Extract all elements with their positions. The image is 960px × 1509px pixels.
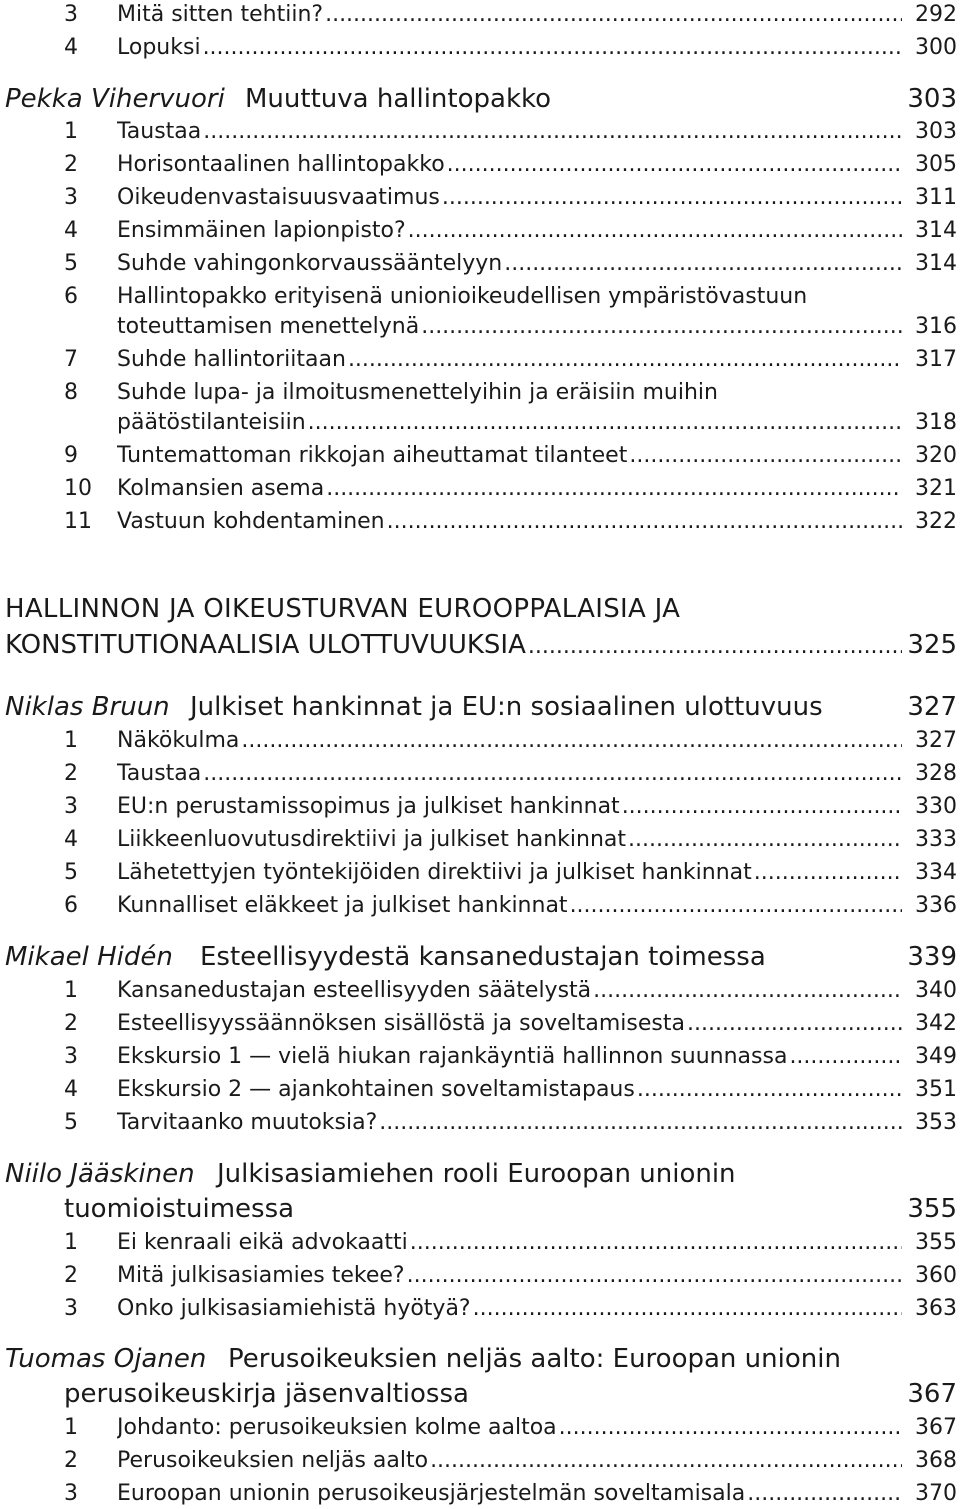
entry-page: 303 (907, 117, 957, 147)
entry-leader (117, 150, 902, 180)
article-author: Mikael Hidén (5, 942, 173, 972)
entry-number: 3 (64, 1296, 78, 1321)
entry-text: Kunnalliset eläkkeet ja julkiset hankinnat (117, 893, 568, 918)
section-heading-page: 325 (907, 630, 957, 660)
entry-number: 10 (64, 476, 92, 501)
article-page: 303 (907, 84, 957, 114)
entry-page: 370 (907, 1479, 957, 1509)
toc-entry[interactable] (0, 1479, 960, 1509)
entry-page: 316 (907, 312, 957, 342)
toc-entry[interactable] (0, 858, 960, 892)
entry-page: 355 (907, 1228, 957, 1258)
entry-text: Oikeudenvastaisuusvaatimus (117, 185, 440, 210)
entry-leader (117, 507, 902, 537)
entry-number: 2 (64, 152, 78, 177)
entry-number: 2 (64, 1011, 78, 1036)
toc-entry[interactable] (0, 378, 960, 444)
entry-number: 3 (64, 185, 78, 210)
article-title: Perusoikeuksien neljäs aalto: Euroopan unionin (228, 1344, 841, 1374)
toc-entry[interactable] (0, 759, 960, 793)
entry-leader (117, 216, 902, 246)
entry-text: Esteellisyyssäännöksen sisällöstä ja soveltamisesta (117, 1011, 685, 1036)
entry-page: 311 (907, 183, 957, 213)
entry-number: 6 (64, 284, 78, 309)
entry-page: 351 (907, 1075, 957, 1105)
toc-entry[interactable] (0, 216, 960, 250)
entry-page: 318 (907, 408, 957, 438)
entry-leader (117, 0, 902, 30)
article-title: Muuttuva hallintopakko (245, 84, 552, 114)
toc-entry[interactable] (0, 1108, 960, 1142)
entry-text: EU:n perustamissopimus ja julkiset hankinnat (117, 794, 620, 819)
toc-entry[interactable] (0, 1042, 960, 1076)
entry-leader (117, 345, 902, 375)
entry-page: 300 (907, 33, 957, 63)
entry-page: 317 (907, 345, 957, 375)
toc-entry[interactable] (0, 249, 960, 283)
entry-text: päätöstilanteisiin (117, 410, 306, 435)
entry-text: Taustaa (117, 119, 202, 144)
entry-text: Taustaa (117, 761, 202, 786)
entry-number: 2 (64, 1448, 78, 1473)
entry-leader (117, 1108, 902, 1138)
entry-number: 1 (64, 119, 78, 144)
entry-text: Kansanedustajan esteellisyyden säätelystä (117, 978, 592, 1003)
entry-page: 333 (907, 825, 957, 855)
toc-entry[interactable] (0, 1413, 960, 1447)
article-author: Niklas Bruun (5, 692, 170, 722)
entry-page: 305 (907, 150, 957, 180)
section-heading-leader (5, 628, 902, 664)
article-author: Pekka Vihervuori (5, 84, 225, 114)
toc-entry[interactable] (0, 726, 960, 760)
entry-leader (117, 825, 902, 855)
toc-entry[interactable] (0, 1009, 960, 1043)
entry-number: 3 (64, 794, 78, 819)
entry-text: Lopuksi (117, 35, 201, 60)
article-page: 355 (907, 1194, 957, 1224)
entry-text: Ei kenraali eikä advokaatti (117, 1230, 408, 1255)
entry-text-line1: Suhde lupa- ja ilmoitusmenettelyihin ja eräisiin muihin (117, 380, 718, 405)
entry-text: Onko julkisasiamiehistä hyötyä? (117, 1296, 471, 1321)
entry-text: Liikkeenluovutusdirektiivi ja julkiset hankinnat (117, 827, 627, 852)
entry-page: 321 (907, 474, 957, 504)
entry-number: 1 (64, 1230, 78, 1255)
entry-text: Euroopan unionin perusoikeusjärjestelmän soveltamisala (117, 1481, 746, 1506)
entry-page: 330 (907, 792, 957, 822)
entry-text: Ekskursio 2 — ajankohtainen soveltamistapaus (117, 1077, 635, 1102)
toc-entry[interactable] (0, 33, 960, 67)
entry-text: Johdanto: perusoikeuksien kolme aaltoa (117, 1415, 557, 1440)
entry-number: 1 (64, 978, 78, 1003)
entry-leader (117, 1075, 902, 1105)
entry-leader (117, 1413, 902, 1443)
article-page: 367 (907, 1379, 957, 1409)
article-title: Julkisasiamiehen rooli Euroopan unionin (217, 1159, 736, 1189)
entry-text: Näkökulma (117, 728, 240, 753)
article-author: Niilo Jääskinen (5, 1159, 195, 1189)
entry-number: 2 (64, 1263, 78, 1288)
toc-entry[interactable] (0, 183, 960, 217)
entry-leader (117, 312, 902, 342)
article-heading[interactable] (0, 82, 960, 118)
entry-leader (117, 33, 902, 63)
entry-leader (117, 1228, 902, 1258)
toc-entry[interactable] (0, 282, 960, 348)
entry-leader (117, 891, 902, 921)
section-heading-line2: KONSTITUTIONAALISIA ULOTTUVUUKSIA (5, 630, 526, 660)
section-heading-line1: HALLINNON JA OIKEUSTURVAN EUROOPPALAISIA JA (5, 594, 681, 624)
entry-text: Mitä sitten tehtiin? (117, 2, 324, 27)
entry-number: 7 (64, 347, 78, 372)
entry-text: Lähetettyjen työntekijöiden direktiivi ja julkiset hankinnat (117, 860, 752, 885)
entry-number: 5 (64, 251, 78, 276)
toc-entry[interactable] (0, 1228, 960, 1262)
entry-leader (117, 792, 902, 822)
entry-text: Ekskursio 1 — vielä hiukan rajankäyntiä hallinnon suunnassa (117, 1044, 788, 1069)
entry-leader (117, 474, 902, 504)
toc-entry[interactable] (0, 1261, 960, 1295)
entry-text: Tuntemattoman rikkojan aiheuttamat tilanteet (117, 443, 628, 468)
entry-leader (117, 408, 902, 438)
toc-entry[interactable] (0, 0, 960, 34)
entry-leader (117, 759, 902, 789)
article-author: Tuomas Ojanen (5, 1344, 207, 1374)
entry-number: 5 (64, 860, 78, 885)
toc-entry[interactable] (0, 117, 960, 151)
entry-leader (117, 1446, 902, 1476)
entry-text: Kolmansien asema (117, 476, 325, 501)
entry-page: 353 (907, 1108, 957, 1138)
toc-entry[interactable] (0, 891, 960, 925)
entry-leader (117, 183, 902, 213)
entry-text-line1: Hallintopakko erityisenä unionioikeudellisen ympäristövastuun (117, 284, 808, 309)
entry-page: 349 (907, 1042, 957, 1072)
entry-number: 1 (64, 728, 78, 753)
toc-entry[interactable] (0, 976, 960, 1010)
toc-entry[interactable] (0, 825, 960, 859)
entry-number: 3 (64, 2, 78, 27)
toc-entry[interactable] (0, 1075, 960, 1109)
toc-entry[interactable] (0, 1446, 960, 1480)
entry-number: 3 (64, 1481, 78, 1506)
article-title-line2: perusoikeuskirja jäsenvaltiossa (64, 1379, 469, 1409)
entry-page: 340 (907, 976, 957, 1006)
article-heading[interactable] (0, 1157, 960, 1229)
entry-number: 8 (64, 380, 78, 405)
entry-page: 363 (907, 1294, 957, 1324)
entry-text: Vastuun kohdentaminen (117, 509, 385, 534)
entry-leader (117, 1294, 902, 1324)
entry-leader (117, 249, 902, 279)
article-heading[interactable] (0, 940, 960, 976)
entry-number: 9 (64, 443, 78, 468)
entry-leader (117, 1479, 902, 1509)
entry-text: toteuttamisen menettelynä (117, 314, 420, 339)
entry-leader (117, 976, 902, 1006)
entry-number: 4 (64, 1077, 78, 1102)
entry-text: Perusoikeuksien neljäs aalto (117, 1448, 429, 1473)
toc-entry[interactable] (0, 1294, 960, 1328)
entry-text: Ensimmäinen lapionpisto? (117, 218, 406, 243)
entry-page: 334 (907, 858, 957, 888)
entry-number: 6 (64, 893, 78, 918)
entry-page: 328 (907, 759, 957, 789)
entry-page: 314 (907, 216, 957, 246)
entry-page: 368 (907, 1446, 957, 1476)
entry-number: 4 (64, 218, 78, 243)
entry-number: 3 (64, 1044, 78, 1069)
toc-entry[interactable] (0, 507, 960, 541)
entry-page: 360 (907, 1261, 957, 1291)
entry-leader (117, 1009, 902, 1039)
entry-number: 11 (64, 509, 92, 534)
entry-page: 292 (907, 0, 957, 30)
entry-text: Tarvitaanko muutoksia? (117, 1110, 378, 1135)
entry-leader (117, 1042, 902, 1072)
entry-text: Suhde vahingonkorvaussääntelyyn (117, 251, 503, 276)
entry-leader (117, 117, 902, 147)
entry-leader (117, 726, 902, 756)
toc-entry[interactable] (0, 345, 960, 379)
entry-leader (117, 441, 902, 471)
entry-leader (117, 858, 902, 888)
entry-page: 320 (907, 441, 957, 471)
entry-page: 327 (907, 726, 957, 756)
article-page: 327 (907, 692, 957, 722)
entry-number: 1 (64, 1415, 78, 1440)
entry-text: Mitä julkisasiamies tekee? (117, 1263, 405, 1288)
entry-page: 336 (907, 891, 957, 921)
entry-number: 2 (64, 761, 78, 786)
entry-page: 322 (907, 507, 957, 537)
entry-number: 4 (64, 35, 78, 60)
article-page: 339 (907, 942, 957, 972)
toc-entry[interactable] (0, 150, 960, 184)
entry-number: 4 (64, 827, 78, 852)
entry-text: Suhde hallintoriitaan (117, 347, 346, 372)
entry-page: 342 (907, 1009, 957, 1039)
article-title: Esteellisyydestä kansanedustajan toimessa (200, 942, 766, 972)
article-heading[interactable] (0, 1342, 960, 1414)
entry-page: 314 (907, 249, 957, 279)
toc-entry[interactable] (0, 441, 960, 475)
section-heading-entry[interactable] (0, 628, 960, 664)
article-title: Julkiset hankinnat ja EU:n sosiaalinen ulottuvuus (190, 692, 823, 722)
toc-entry[interactable] (0, 792, 960, 826)
entry-page: 367 (907, 1413, 957, 1443)
article-title-line2: tuomioistuimessa (64, 1194, 295, 1224)
entry-text: Horisontaalinen hallintopakko (117, 152, 445, 177)
entry-leader (117, 1261, 902, 1291)
article-heading[interactable] (0, 690, 960, 726)
entry-number: 5 (64, 1110, 78, 1135)
toc-entry[interactable] (0, 474, 960, 508)
